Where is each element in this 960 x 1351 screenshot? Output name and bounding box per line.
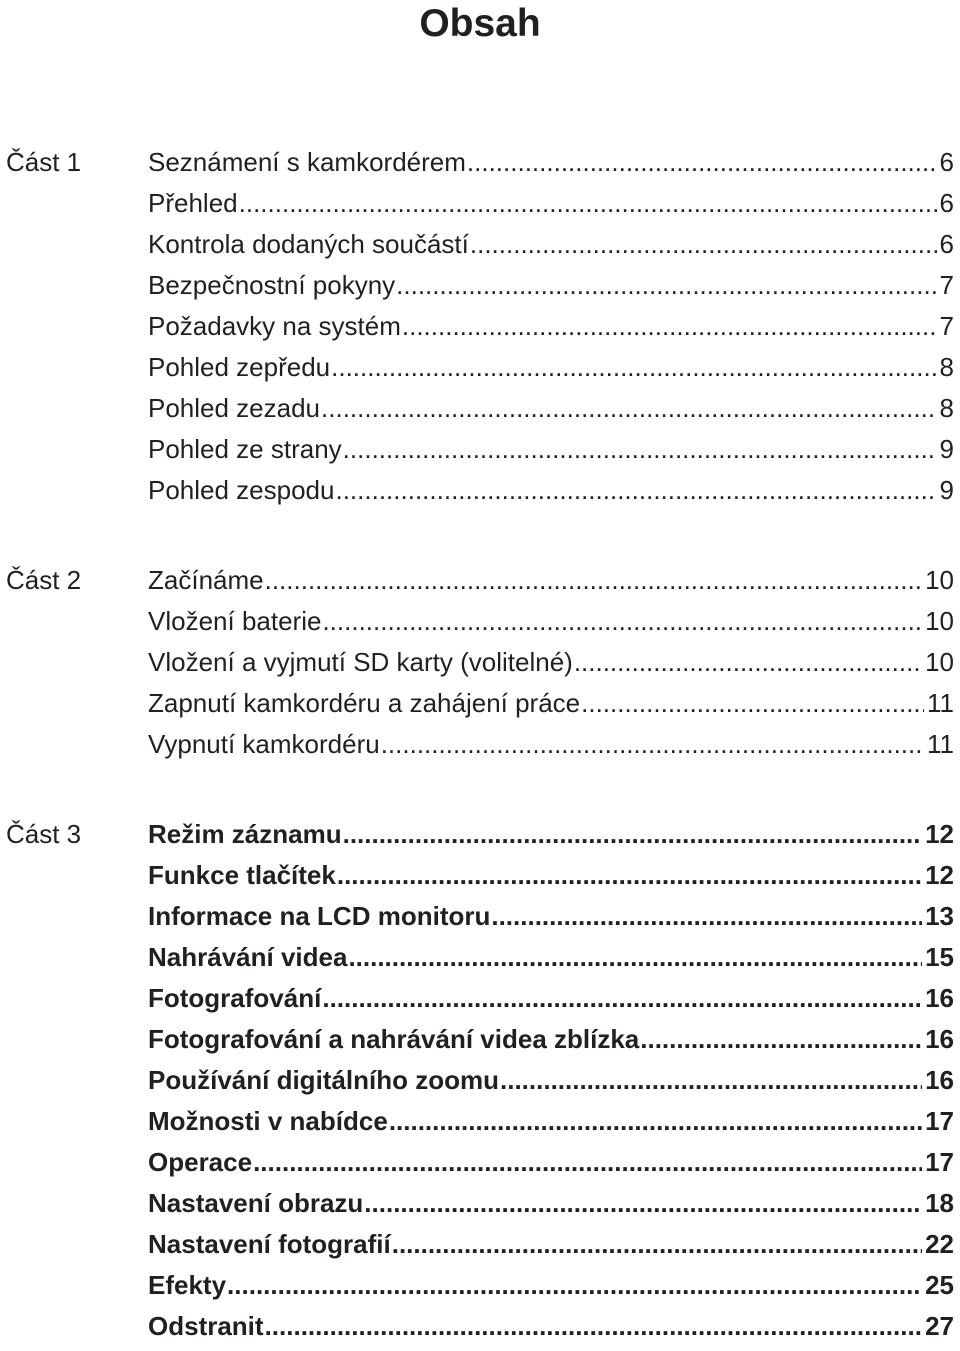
- toc-entry[interactable]: [148, 937, 954, 978]
- toc-entry-title: Přehled: [148, 188, 238, 218]
- toc-entry-page: 18: [925, 1188, 954, 1218]
- toc-entry[interactable]: [148, 388, 954, 429]
- toc-leader-dots: [253, 1142, 922, 1183]
- toc-leader-dots: [322, 601, 922, 642]
- toc-entry-title: Funkce tlačítek: [148, 860, 336, 890]
- toc-entry-title: Efekty: [148, 1270, 227, 1300]
- toc-entry-title: Pohled zezadu: [148, 393, 321, 423]
- toc-entry-title: Nahrávání videa: [148, 942, 348, 972]
- toc-entry-page: 8: [939, 352, 954, 382]
- section-label: Část 2: [6, 565, 82, 595]
- toc-entry-list: [148, 560, 954, 765]
- toc-entry-page: 8: [939, 393, 954, 423]
- toc-leader-dots: [343, 429, 937, 470]
- toc-entry-title: Fotografování: [148, 983, 322, 1013]
- toc-entry-title: Režim záznamu: [148, 819, 342, 849]
- toc-entry-page: 7: [939, 311, 954, 341]
- toc-entry[interactable]: [148, 429, 954, 470]
- toc-entry-page: 27: [925, 1311, 954, 1341]
- toc-leader-dots: [343, 814, 922, 855]
- toc-leader-dots: [470, 224, 937, 265]
- toc-entry[interactable]: [148, 470, 954, 511]
- toc-entry-title: Možnosti v nabídce: [148, 1106, 388, 1136]
- toc-entry-title: Fotografování a nahrávání videa zblízka: [148, 1024, 640, 1054]
- toc-entry-page: 16: [925, 983, 954, 1013]
- toc-entry-page: 11: [927, 729, 954, 759]
- toc-entry-title: Nastavení fotografií: [148, 1229, 391, 1259]
- toc-entry[interactable]: [148, 642, 954, 683]
- toc-entry[interactable]: [148, 1060, 954, 1101]
- toc-leader-dots: [239, 183, 937, 224]
- toc-leader-dots: [640, 1019, 922, 1060]
- toc-leader-dots: [321, 388, 937, 429]
- toc-entry[interactable]: [148, 1019, 954, 1060]
- toc-leader-dots: [265, 560, 922, 601]
- toc-entry[interactable]: [148, 814, 954, 855]
- toc-leader-dots: [335, 470, 936, 511]
- toc-entry[interactable]: [148, 306, 954, 347]
- toc-entry-title: Pohled ze strany: [148, 434, 342, 464]
- toc-leader-dots: [396, 265, 936, 306]
- toc-entry[interactable]: [148, 224, 954, 265]
- toc-leader-dots: [581, 683, 924, 724]
- toc-entry-page: 17: [925, 1147, 954, 1177]
- section-label: Část 1: [6, 147, 82, 177]
- toc-entry[interactable]: [148, 560, 954, 601]
- toc-leader-dots: [381, 724, 924, 765]
- toc-entry[interactable]: [148, 1101, 954, 1142]
- toc-leader-dots: [392, 1224, 922, 1265]
- toc-entry-page: 16: [925, 1065, 954, 1095]
- toc-entry-page: 6: [939, 229, 954, 259]
- toc-entry[interactable]: [148, 855, 954, 896]
- toc-entry-page: 6: [939, 188, 954, 218]
- toc-entry-page: 10: [925, 606, 954, 636]
- toc-entry-list: [148, 814, 954, 1347]
- toc-entry-page: 15: [925, 942, 954, 972]
- toc-entry-title: Vložení baterie: [148, 606, 322, 636]
- toc-entry-title: Požadavky na systém: [148, 311, 401, 341]
- toc-entry-page: 12: [925, 860, 954, 890]
- section-label: Část 3: [6, 819, 82, 849]
- toc-entry[interactable]: [148, 601, 954, 642]
- toc-entry-title: Seznámení s kamkordérem: [148, 147, 466, 177]
- toc-entry[interactable]: [148, 896, 954, 937]
- toc-entry-title: Kontrola dodaných součástí: [148, 229, 469, 259]
- toc-entry-title: Pohled zespodu: [148, 475, 335, 505]
- toc-entry-page: 9: [939, 475, 954, 505]
- toc-entry-title: Pohled zepředu: [148, 352, 331, 382]
- toc-entry-title: Používání digitálního zoomu: [148, 1065, 499, 1095]
- toc-entry[interactable]: [148, 1265, 954, 1306]
- toc-entry-title: Nastavení obrazu: [148, 1188, 364, 1218]
- toc-entry[interactable]: [148, 724, 954, 765]
- toc-entry-page: 25: [925, 1270, 954, 1300]
- toc-leader-dots: [227, 1265, 922, 1306]
- toc-leader-dots: [402, 306, 937, 347]
- toc-entry[interactable]: [148, 183, 954, 224]
- toc-entry-title: Zapnutí kamkordéru a zahájení práce: [148, 688, 581, 718]
- toc-entry-page: 12: [925, 819, 954, 849]
- toc-entry-title: Odstranit: [148, 1311, 264, 1341]
- toc-leader-dots: [574, 642, 922, 683]
- toc-entry[interactable]: [148, 1306, 954, 1347]
- toc-leader-dots: [348, 937, 922, 978]
- toc-entry-page: 11: [927, 688, 954, 718]
- toc-entry-page: 10: [925, 565, 954, 595]
- toc-entry-page: 10: [925, 647, 954, 677]
- toc-leader-dots: [337, 855, 922, 896]
- toc-leader-dots: [467, 142, 937, 183]
- toc-entry[interactable]: [148, 347, 954, 388]
- toc-entry-page: 6: [939, 147, 954, 177]
- toc-entry-title: Vypnutí kamkordéru: [148, 729, 380, 759]
- toc-leader-dots: [500, 1060, 922, 1101]
- toc-entry[interactable]: [148, 142, 954, 183]
- page-title: Obsah: [419, 2, 541, 45]
- toc-leader-dots: [322, 978, 922, 1019]
- toc-entry-title: Informace na LCD monitoru: [148, 901, 491, 931]
- toc-entry-title: Vložení a vyjmutí SD karty (volitelné): [148, 647, 573, 677]
- toc-entry-page: 13: [925, 901, 954, 931]
- toc-entry-list: [148, 142, 954, 511]
- toc-entry[interactable]: [148, 683, 954, 724]
- toc-leader-dots: [265, 1306, 923, 1347]
- toc-entry-page: 9: [939, 434, 954, 464]
- toc-entry-page: 16: [925, 1024, 954, 1054]
- toc-entry-title: Operace: [148, 1147, 253, 1177]
- toc-entry[interactable]: [148, 1142, 954, 1183]
- toc-entry-title: Bezpečnostní pokyny: [148, 270, 396, 300]
- toc-entry-page: 7: [939, 270, 954, 300]
- toc-entry-page: 22: [925, 1229, 954, 1259]
- toc-entry-title: Začínáme: [148, 565, 264, 595]
- toc-leader-dots: [389, 1101, 922, 1142]
- toc-entry[interactable]: [148, 1183, 954, 1224]
- toc-entry[interactable]: [148, 978, 954, 1019]
- toc-entry[interactable]: [148, 265, 954, 306]
- toc-leader-dots: [364, 1183, 922, 1224]
- toc-entry-page: 17: [925, 1106, 954, 1136]
- toc-entry[interactable]: [148, 1224, 954, 1265]
- toc-leader-dots: [491, 896, 922, 937]
- toc-leader-dots: [331, 347, 936, 388]
